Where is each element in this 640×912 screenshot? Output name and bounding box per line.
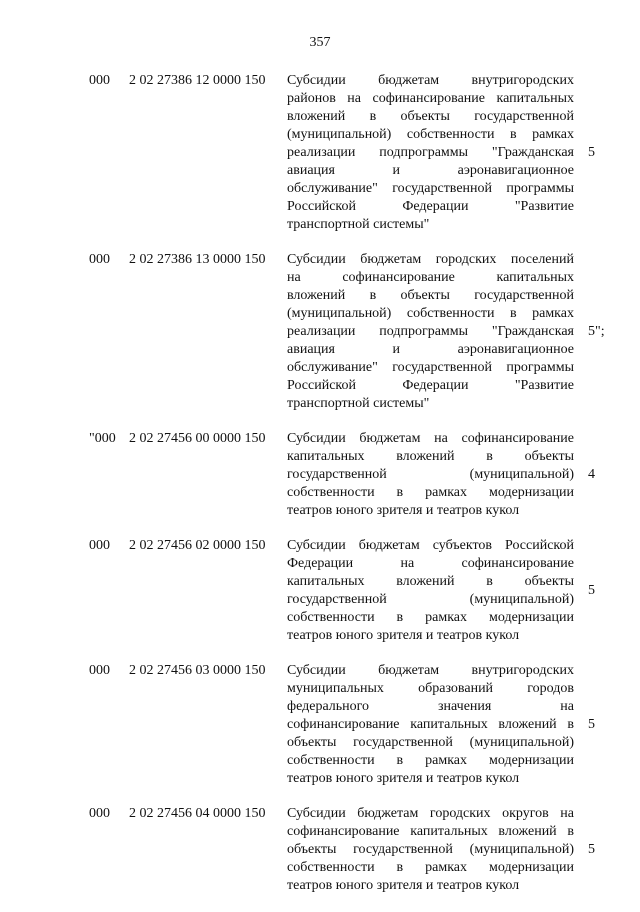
- table-row: [0, 537, 640, 645]
- description-line: театров юного зрителя и театров кукол: [287, 878, 520, 893]
- description-line: Российской Федерации "Развитие: [287, 378, 574, 393]
- description-line: транспортной системы": [287, 396, 430, 411]
- description-line: обслуживание" государственной программы: [287, 360, 574, 375]
- description-line: авиация и аэронавигационное: [287, 342, 574, 357]
- value-cell: 5: [588, 583, 595, 598]
- description-line: Субсидии бюджетам на софинансирование: [287, 431, 574, 446]
- description-line: театров юного зрителя и театров кукол: [287, 503, 520, 518]
- income-description: [287, 805, 574, 895]
- admin-code: 000: [89, 663, 110, 678]
- description-line: на софинансирование капитальных: [287, 270, 574, 285]
- description-line: государственной (муниципальной): [287, 592, 574, 607]
- description-line: объекты государственной (муниципальной): [287, 842, 574, 857]
- description-line: вложений в объекты государственной: [287, 288, 574, 303]
- table-row: [0, 662, 640, 788]
- admin-code: 000: [89, 252, 110, 267]
- description-line: районов на софинансирование капитальных: [287, 91, 574, 106]
- table-row: [0, 72, 640, 234]
- value-cell: 5: [588, 145, 595, 160]
- description-line: Субсидии бюджетам городских округов на: [287, 806, 574, 821]
- description-line: реализации подпрограммы "Гражданская: [287, 324, 574, 339]
- description-line: собственности в рамках модернизации: [287, 610, 574, 625]
- description-line: Российской Федерации "Развитие: [287, 199, 574, 214]
- description-line: собственности в рамках модернизации: [287, 753, 574, 768]
- table-row: [0, 805, 640, 895]
- budget-code-table: [0, 72, 640, 912]
- value-cell: 5: [588, 717, 595, 732]
- budget-classification-code: 2 02 27456 00 0000 150: [129, 431, 266, 446]
- description-line: авиация и аэронавигационное: [287, 163, 574, 178]
- income-description: [287, 662, 574, 788]
- description-line: обслуживание" государственной программы: [287, 181, 574, 196]
- budget-classification-code: 2 02 27456 04 0000 150: [129, 806, 266, 821]
- description-line: Субсидии бюджетам внутригородских: [287, 73, 574, 88]
- description-line: объекты государственной (муниципальной): [287, 735, 574, 750]
- description-line: государственной (муниципальной): [287, 467, 574, 482]
- page-number: 357: [309, 35, 331, 50]
- value-cell: 5: [588, 842, 595, 857]
- description-line: капитальных вложений в объекты: [287, 449, 574, 464]
- description-line: Субсидии бюджетам внутригородских: [287, 663, 574, 678]
- table-row: [0, 251, 640, 413]
- description-line: реализации подпрограммы "Гражданская: [287, 145, 574, 160]
- budget-classification-code: 2 02 27456 03 0000 150: [129, 663, 266, 678]
- value-cell: 5";: [588, 324, 605, 339]
- admin-code: "000: [89, 431, 116, 446]
- income-description: [287, 537, 574, 645]
- budget-classification-code: 2 02 27456 02 0000 150: [129, 538, 266, 553]
- description-line: собственности в рамках модернизации: [287, 860, 574, 875]
- description-line: федерального значения на: [287, 699, 574, 714]
- admin-code: 000: [89, 73, 110, 88]
- admin-code: 000: [89, 538, 110, 553]
- budget-classification-code: 2 02 27386 12 0000 150: [129, 73, 266, 88]
- value-cell: 4: [588, 467, 595, 482]
- description-line: вложений в объекты государственной: [287, 109, 574, 124]
- income-description: [287, 251, 574, 413]
- description-line: (муниципальной) собственности в рамках: [287, 127, 574, 142]
- description-line: софинансирование капитальных вложений в: [287, 717, 574, 732]
- description-line: Федерации на софинансирование: [287, 556, 574, 571]
- description-line: капитальных вложений в объекты: [287, 574, 574, 589]
- admin-code: 000: [89, 806, 110, 821]
- description-line: театров юного зрителя и театров кукол: [287, 628, 520, 643]
- table-row: [0, 430, 640, 520]
- description-line: транспортной системы": [287, 217, 430, 232]
- income-description: [287, 72, 574, 234]
- description-line: софинансирование капитальных вложений в: [287, 824, 574, 839]
- description-line: собственности в рамках модернизации: [287, 485, 574, 500]
- description-line: Субсидии бюджетам субъектов Российской: [287, 538, 574, 553]
- description-line: Субсидии бюджетам городских поселений: [287, 252, 574, 267]
- description-line: муниципальных образований городов: [287, 681, 574, 696]
- description-line: театров юного зрителя и театров кукол: [287, 771, 520, 786]
- budget-classification-code: 2 02 27386 13 0000 150: [129, 252, 266, 267]
- description-line: (муниципальной) собственности в рамках: [287, 306, 574, 321]
- income-description: [287, 430, 574, 520]
